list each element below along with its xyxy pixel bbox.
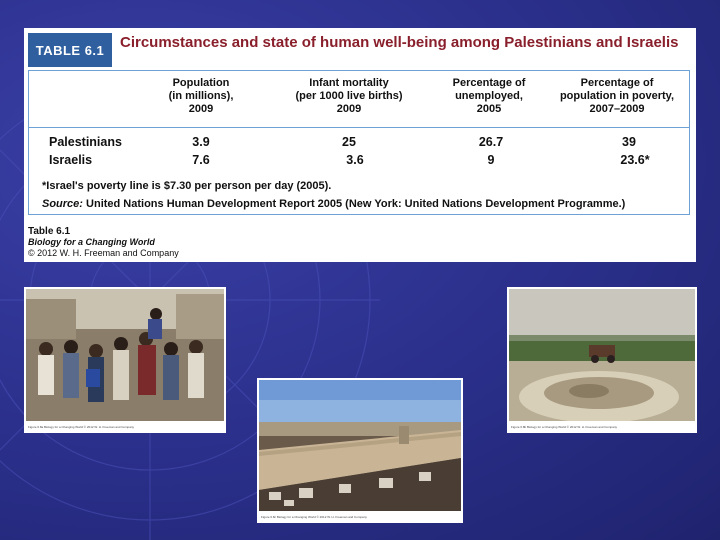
table-cell: 3.6 — [346, 153, 364, 167]
header-divider — [29, 127, 689, 128]
wall-photo-caption: Figure 6.8c Biology for a Changing World © 2012 W. H. Freeman and Company — [261, 514, 367, 519]
farmland-photo-caption: Figure 6.8b Biology for a Changing World © 2012 W. H. Freeman and Company — [511, 424, 618, 429]
table-panel — [24, 28, 696, 262]
table-cell: 23.6* — [620, 153, 650, 167]
data-table — [28, 70, 690, 215]
caption-title: Table 6.1 — [28, 226, 71, 237]
footnote: *Israel's poverty line is $7.30 per person per day (2005). — [42, 180, 332, 192]
source-label: Source: — [42, 198, 83, 210]
table-cell: 26.7 — [478, 135, 504, 149]
column-header-population: Population (in millions), 2009 — [168, 77, 234, 115]
crowd-photo-caption: Figure 6.8a Biology for a Changing World © 2012 W. H. Freeman and Company — [28, 424, 135, 429]
wall-image — [259, 380, 461, 511]
crowd-photo — [24, 287, 226, 433]
table-title: Circumstances and state of human well-being among Palestinians and Israelis — [120, 34, 679, 51]
row-label-palestinians: Palestinians — [49, 135, 122, 149]
farmland-image — [509, 289, 695, 421]
table-cell: 25 — [342, 135, 356, 149]
table-cell: 9 — [487, 153, 495, 167]
crowd-image — [26, 289, 224, 421]
row-label-israelis: Israelis — [49, 153, 93, 167]
separation-wall-photo — [257, 378, 463, 523]
caption-book: Biology for a Changing World — [28, 237, 155, 247]
farmland-photo — [507, 287, 697, 433]
table-cell: 3.9 — [192, 135, 210, 149]
caption-copyright: © 2012 W. H. Freeman and Company — [28, 248, 179, 258]
source-text: United Nations Human Development Report 2005 (New York: United Nations Development Programme.) — [82, 198, 626, 210]
figure-caption — [28, 226, 179, 259]
table-cell: 39 — [622, 135, 636, 149]
table-cell: 7.6 — [192, 153, 210, 167]
column-header-unemployed: Percentage of unemployed, 2005 — [452, 77, 526, 115]
source-note — [42, 198, 625, 210]
table-tag: TABLE 6.1 — [28, 33, 112, 67]
column-header-poverty: Percentage of population in poverty, 2007–2009 — [559, 77, 675, 115]
column-header-infant-mortality: Infant mortality (per 1000 live births) 2009 — [295, 77, 403, 115]
